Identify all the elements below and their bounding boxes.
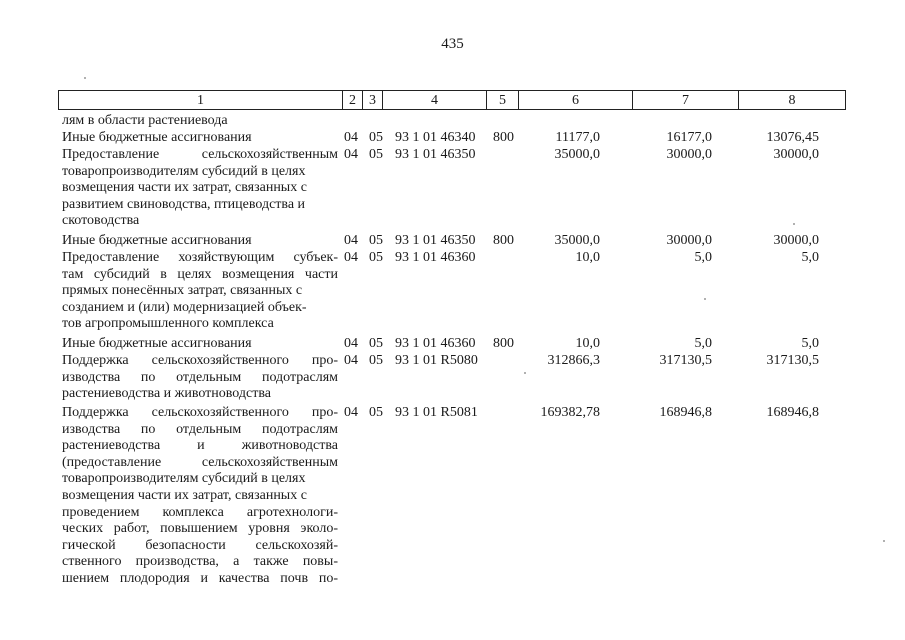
amount-col-6: 312866,3 [547, 353, 600, 368]
description-line: прямых понесённых затрат, связанных с [62, 283, 303, 299]
scan-speck [524, 372, 526, 374]
amount-col-7: 317130,5 [659, 353, 712, 368]
row-description [62, 147, 338, 230]
amount-col-7: 5,0 [694, 336, 712, 351]
description-line: Иные бюджетные ассигнования [62, 336, 252, 351]
description-line: Иные бюджетные ассигнования [62, 233, 252, 248]
row-description [62, 250, 338, 333]
description-line: тов агропромышленного комплекса [62, 316, 274, 332]
description-line: ственного производства, а также повы- [62, 554, 338, 570]
target-article-code: 93 1 01 46360 [395, 250, 476, 265]
amount-col-6: 169382,78 [540, 405, 600, 420]
description-line: гической безопасности сельскохозяй- [62, 537, 338, 553]
section-code: 04 [344, 130, 358, 145]
row-description [62, 353, 338, 403]
subsection-code: 05 [369, 405, 383, 420]
description-line: Предоставление сельскохозяйственным [62, 147, 338, 162]
expense-type-code: 800 [493, 233, 514, 248]
header-col-2: 2 [343, 91, 363, 109]
amount-col-6: 11177,0 [555, 130, 600, 145]
amount-col-6: 35000,0 [554, 147, 600, 162]
description-line: проведением комплекса агротехнологи- [62, 504, 338, 520]
row-description [62, 113, 338, 130]
description-line: растениеводства и животноводства [62, 386, 271, 402]
expense-type-code: 800 [493, 336, 514, 351]
description-line: развитием свиноводства, птицеводства и [62, 196, 306, 212]
target-article-code: 93 1 01 46350 [395, 147, 476, 162]
section-code: 04 [344, 147, 358, 162]
amount-col-8: 30000,0 [773, 233, 819, 248]
subsection-code: 05 [369, 336, 383, 351]
scan-speck [883, 540, 885, 542]
row-description [62, 336, 338, 353]
description-line: скотоводства [62, 213, 140, 229]
scan-speck [793, 223, 795, 225]
amount-col-8: 5,0 [801, 250, 819, 265]
row-description [62, 405, 338, 588]
description-line: изводства по отдельным подотраслям [62, 421, 338, 437]
amount-col-8: 5,0 [801, 336, 819, 351]
target-article-code: 93 1 01 46360 [395, 336, 476, 351]
row-description [62, 233, 338, 250]
description-line: (предоставление сельскохозяйственным [62, 454, 338, 470]
description-line: лям в области растениевода [62, 113, 228, 128]
description-line: Предоставление хозяйствующим субъек- [62, 250, 338, 265]
scan-speck [704, 298, 706, 300]
description-line: Поддержка сельскохозяйственного про- [62, 405, 338, 420]
subsection-code: 05 [369, 130, 383, 145]
amount-col-6: 10,0 [575, 250, 600, 265]
subsection-code: 05 [369, 233, 383, 248]
description-line: Иные бюджетные ассигнования [62, 130, 252, 145]
subsection-code: 05 [369, 250, 383, 265]
header-col-1: 1 [59, 91, 343, 109]
amount-col-8: 30000,0 [773, 147, 819, 162]
expense-type-code: 800 [493, 130, 514, 145]
description-line: изводства по отдельным подотраслям [62, 369, 338, 385]
amount-col-6: 10,0 [575, 336, 600, 351]
subsection-code: 05 [369, 147, 383, 162]
section-code: 04 [344, 353, 358, 368]
section-code: 04 [344, 250, 358, 265]
amount-col-7: 5,0 [694, 250, 712, 265]
description-line: ческих работ, повышением уровня эколо- [62, 521, 338, 537]
amount-col-8: 168946,8 [766, 405, 819, 420]
section-code: 04 [344, 233, 358, 248]
description-line: растениеводства и животноводства [62, 438, 338, 454]
amount-col-8: 317130,5 [766, 353, 819, 368]
scan-speck [84, 77, 86, 79]
description-line: там субсидий в целях возмещения части [62, 266, 338, 282]
subsection-code: 05 [369, 353, 383, 368]
table-header [58, 90, 846, 110]
target-article-code: 93 1 01 46340 [395, 130, 476, 145]
amount-col-7: 168946,8 [659, 405, 712, 420]
target-article-code: 93 1 01 46350 [395, 233, 476, 248]
amount-col-8: 13076,45 [766, 130, 819, 145]
header-col-3: 3 [363, 91, 383, 109]
description-line: товаропроизводителям субсидий в целях [62, 471, 306, 487]
description-line: товаропроизводителям субсидий в целях [62, 163, 306, 179]
header-col-4: 4 [383, 91, 487, 109]
page-number: 435 [441, 36, 464, 52]
section-code: 04 [344, 336, 358, 351]
description-line: шением плодородия и качества почв по- [62, 570, 338, 586]
section-code: 04 [344, 405, 358, 420]
header-col-5: 5 [487, 91, 519, 109]
header-col-7: 7 [633, 91, 739, 109]
description-line: созданием и (или) модернизацией объек- [62, 299, 307, 315]
amount-col-6: 35000,0 [554, 233, 600, 248]
target-article-code: 93 1 01 R5081 [395, 405, 478, 420]
amount-col-7: 30000,0 [666, 147, 712, 162]
target-article-code: 93 1 01 R5080 [395, 353, 478, 368]
row-description [62, 130, 338, 147]
header-col-6: 6 [519, 91, 633, 109]
description-line: Поддержка сельскохозяйственного про- [62, 353, 338, 368]
amount-col-7: 16177,0 [666, 130, 712, 145]
description-line: возмещения части их затрат, связанных с [62, 487, 307, 503]
amount-col-7: 30000,0 [666, 233, 712, 248]
description-line: возмещения части их затрат, связанных с [62, 180, 307, 196]
header-col-8: 8 [788, 93, 796, 108]
